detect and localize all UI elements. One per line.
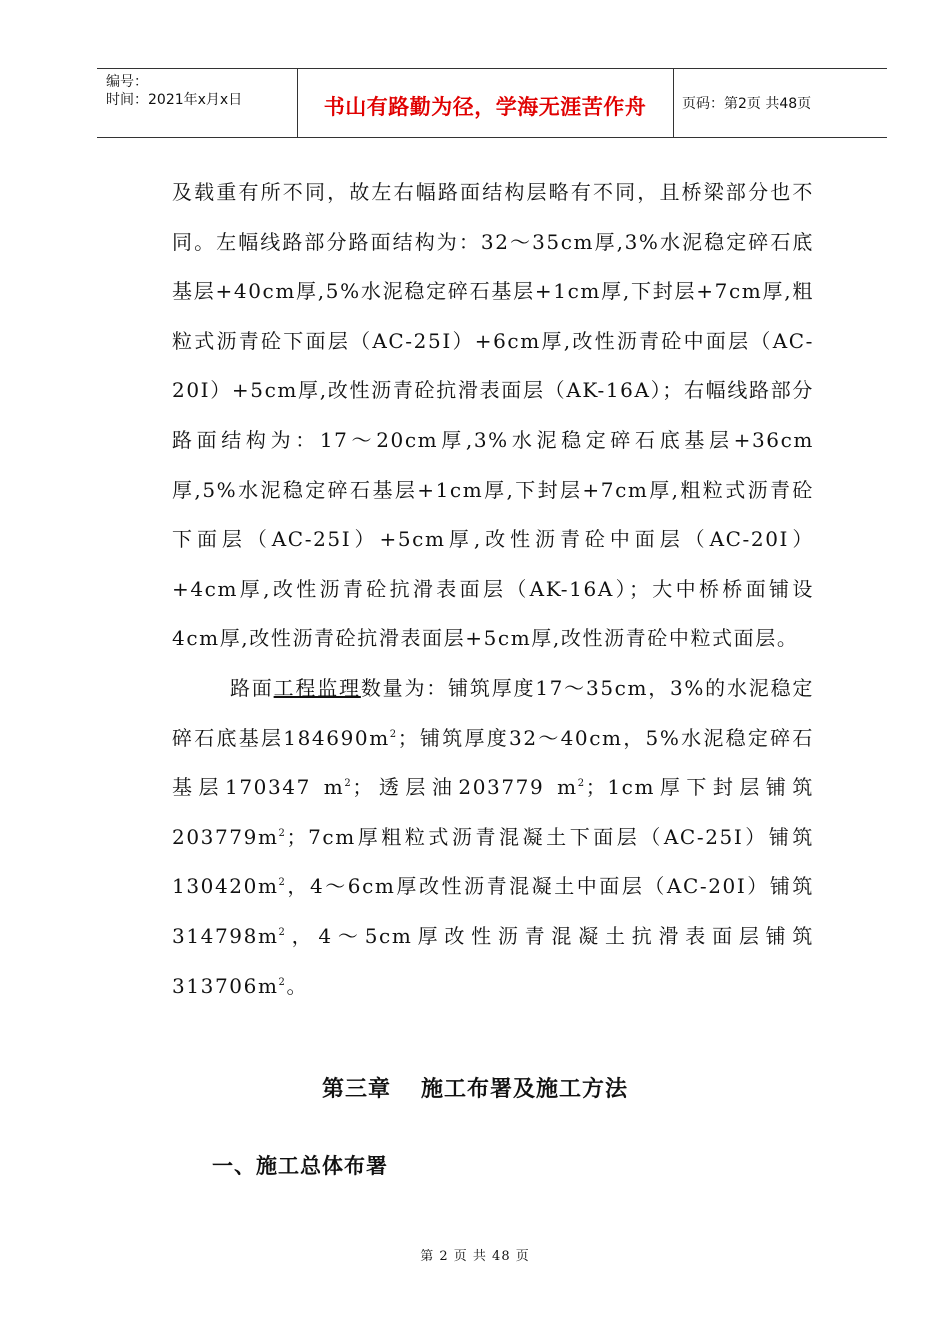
paragraph-text: ；铺筑厚度32～40cm，5%水泥稳定碎石基层170347 m: [172, 725, 814, 800]
paragraph-text: ，4～6cm厚改性沥青混凝土中面层（AC-20I）铺筑314798m: [172, 874, 814, 948]
time-label: 时间：2021年x月x日: [106, 92, 243, 108]
page-footer: 第 2 页 共 48 页: [420, 1249, 530, 1264]
number-label: 编号：: [106, 74, 148, 90]
section-heading: 一、施工总体布署: [212, 1154, 388, 1178]
superscript: 2: [278, 976, 287, 988]
paragraph-text: ，4～5cm厚改性沥青混凝土抗滑表面层铺筑313706m: [172, 923, 814, 998]
paragraph-text: ；7cm厚粗粒式沥青混凝土下面层（AC-25I）铺筑130420m: [172, 824, 814, 899]
superscript: 2: [389, 728, 398, 740]
header-meta: [97, 69, 298, 137]
superscript: 2: [577, 778, 586, 790]
header-page-cell: [673, 69, 887, 137]
superscript: 2: [278, 926, 287, 938]
paragraph-text: 。: [286, 973, 309, 998]
paragraph-text: ；透层油203779 m: [352, 775, 578, 800]
engineering-supervision-link[interactable]: 工程监理: [273, 675, 361, 700]
paragraph-quantities: [172, 664, 814, 1011]
paragraph-text: 路面: [230, 675, 274, 700]
chapter-number: 第三章: [321, 1077, 391, 1102]
page-header: [97, 68, 887, 138]
paragraph-pavement-structure: 及载重有所不同，故左右幅路面结构层略有不同，且桥梁部分也不同。左幅线路部分路面结构为：32～35cm厚,3%水泥稳定碎石底基层+40cm厚,5%水泥稳定碎石基层+1cm厚,下封层+7cm厚,粗粒式沥青砼下面层（AC-25I）+6cm厚,改性沥青砼中面层（AC-20I）+5cm厚,改性沥青砼抗滑表面层（AK-16A）；右幅线路部分路面结构为：17～20cm厚,3%水泥稳定碎石底基层+36cm厚,5%水泥稳定碎石基层+1cm厚,下封层+7cm厚,粗粒式沥青砼下面层（AC-25I）+5cm厚,改性沥青砼中面层（AC-20I）+4cm厚,改性沥青砼抗滑表面层（AK-16A）；大中桥桥面铺设4cm厚,改性沥青砼抗滑表面层+5cm厚,改性沥青砼中粒式面层。: [172, 180, 814, 651]
superscript: 2: [278, 827, 287, 839]
chapter-title: 施工布署及施工方法: [421, 1077, 629, 1102]
paragraph-text: 数量为：铺筑厚度17～35cm，3%的水泥稳定碎石底基层184690m: [172, 675, 814, 750]
chapter-heading: [0, 1072, 950, 1103]
header-page-info: 页码：第2页 共48页: [682, 96, 812, 112]
header-motto: 书山有路勤为径，学海无涯苦作舟: [323, 95, 647, 119]
body-text: [172, 168, 814, 1011]
superscript: 2: [344, 778, 353, 790]
header-motto-cell: [297, 69, 674, 137]
paragraph-text: ；1cm厚下封层铺筑203779m: [172, 775, 815, 849]
superscript: 2: [278, 877, 287, 889]
